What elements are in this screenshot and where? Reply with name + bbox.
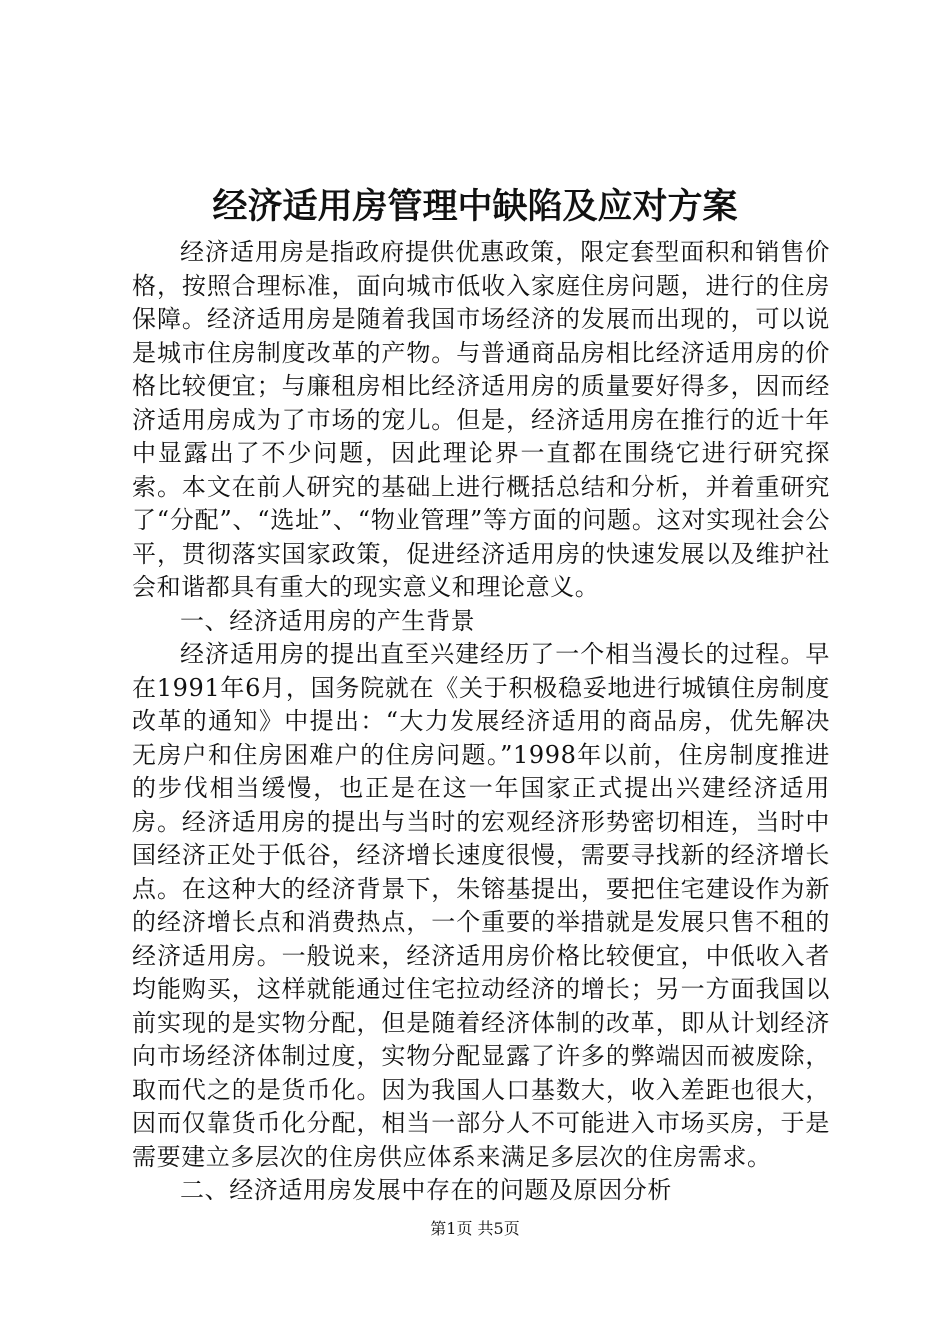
page-footer: 第1页 共5页	[430, 1219, 520, 1238]
document-body	[132, 236, 830, 1208]
background-paragraph: 经济适用房的提出直至兴建经历了一个相当漫长的过程。早在1991年6月，国务院就在《关于积极稳妥地进行城镇住房制度改革的通知》中提出：“大力发展经济适用的商品房，优先解决无房户和住房困难户的住房问题。”1998年以前，住房制度推进的步伐相当缓慢，也正是在这一年国家正式提出兴建经济适用房。经济适用房的提出与当时的宏观经济形势密切相连，当时中国经济正处于低谷，经济增长速度很慢，需要寻找新的经济增长点。在这种大的经济背景下，朱镕基提出，要把住宅建设作为新的经济增长点和消费热点，一个重要的举措就是发展只售不租的经济适用房。一般说来，经济适用房价格比较便宜，中低收入者均能购买，这样就能通过住宅拉动经济的增长；另一方面我国以前实现的是实物分配，但是随着经济体制的改革，即从计划经济向市场经济体制过度，实物分配显露了许多的弊端因而被废除，取而代之的是货币化。因为我国人口基数大，收入差距也很大，因而仅靠货币化分配，相当一部分人不可能进入市场买房，于是需要建立多层次的住房供应体系来满足多层次的住房需求。	[132, 640, 830, 1171]
section-heading-2: 二、经济适用房发展中存在的问题及原因分析	[180, 1176, 672, 1204]
intro-paragraph: 经济适用房是指政府提供优惠政策，限定套型面积和销售价格，按照合理标准，面向城市低收入家庭住房问题，进行的住房保障。经济适用房是随着我国市场经济的发展而出现的，可以说是城市住房制度改革的产物。与普通商品房相比经济适用房的价格比较便宜；与廉租房相比经济适用房的质量要好得多，因而经济适用房成为了市场的宠儿。但是，经济适用房在推行的近十年中显露出了不少问题，因此理论界一直都在围绕它进行研究探索。本文在前人研究的基础上进行概括总结和分析，并着重研究了“分配”、“选址”、“物业管理”等方面的问题。这对实现社会公平，贯彻落实国家政策，促进经济适用房的快速发展以及维护社会和谐都具有重大的现实意义和理论意义。	[132, 238, 830, 601]
section-heading-1: 一、经济适用房的产生背景	[180, 606, 476, 635]
document-title: 经济适用房管理中缺陷及应对方案	[212, 186, 738, 227]
